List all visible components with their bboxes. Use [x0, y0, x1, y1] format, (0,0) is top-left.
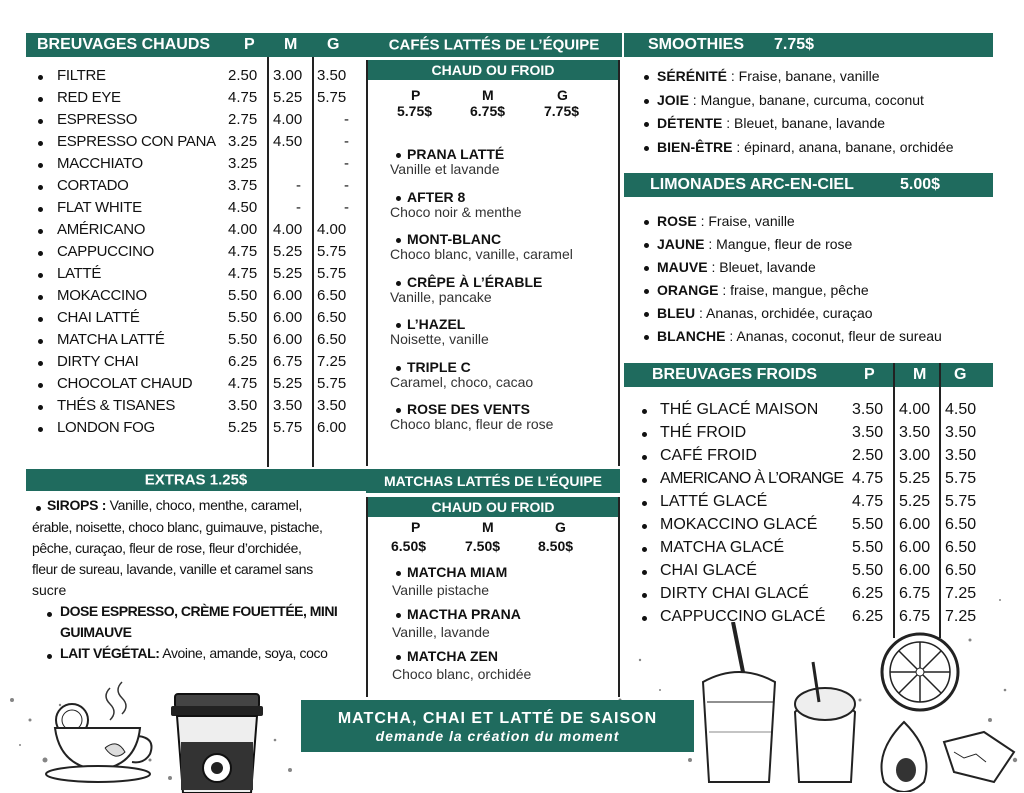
hot-item-price-p: 5.50	[228, 331, 258, 348]
cafes-price-g: 7.75$	[544, 103, 580, 119]
cold-item-price-p: 2.50	[852, 447, 884, 464]
cafes-size-p: P	[411, 87, 421, 103]
hot-item-price-p: 5.50	[228, 309, 258, 326]
cafes-size-m: M	[482, 87, 494, 103]
cold-item-name: THÉ GLACÉ MAISON	[660, 401, 819, 418]
matchas-price-g: 8.50$	[538, 538, 574, 554]
smoothie-item-name: DÉTENTE	[657, 115, 723, 131]
citrus-illustration	[872, 632, 972, 712]
matchas-size-m: M	[482, 519, 494, 535]
hot-item-price-m: 5.25	[273, 265, 303, 282]
teacup-illustration	[40, 678, 160, 788]
hot-drinks-title: BREUVAGES CHAUDS	[37, 36, 211, 53]
cafe-item-name: ROSE DES VENTS	[407, 401, 530, 417]
hot-item-price-g: 6.50	[317, 287, 347, 304]
hot-item-price-g: 5.75	[317, 89, 347, 106]
matchas-title: MATCHAS LATTÉS DE L’ÉQUIPE	[383, 473, 603, 489]
cafe-item-name: PRANA LATTÉ	[407, 146, 505, 162]
smoothie-item-desc: : épinard, anana, banane, orchidée	[732, 138, 954, 155]
matchas-price-p: 6.50$	[391, 538, 427, 554]
cold-item-price-m: 4.00	[899, 401, 931, 418]
hot-item-price-p: 4.75	[228, 375, 258, 392]
hot-item-name: THÉS & TISANES	[57, 397, 176, 414]
hot-item-price-p: 4.75	[228, 265, 258, 282]
hot-item-price-m: 4.00	[273, 221, 303, 238]
coffee-cup-illustration	[167, 688, 267, 793]
hot-item-price-g: -	[344, 177, 349, 194]
smoothies-title: SMOOTHIES	[648, 36, 745, 53]
hot-item-name: CHOCOLAT CHAUD	[57, 375, 193, 392]
hot-item-price-m: 3.50	[273, 397, 303, 414]
hot-item-name: ESPRESSO CON PANA	[57, 133, 216, 150]
cafe-item-desc: Choco noir & menthe	[390, 203, 522, 220]
cold-item-price-p: 3.50	[852, 401, 884, 418]
cold-item-name: MATCHA GLACÉ	[660, 539, 785, 556]
limonades-price: 5.00$	[900, 176, 941, 193]
cold-item-price-m: 6.00	[899, 562, 931, 579]
hot-item-name: CAPPUCCINO	[57, 243, 155, 260]
dose-line-1: DOSE ESPRESSO, CRÈME FOUETTÉE, MINI	[60, 603, 338, 619]
cold-item-price-m: 6.00	[899, 516, 931, 533]
hot-item-price-p: 4.75	[228, 89, 258, 106]
cold-item-price-m: 6.75	[899, 608, 931, 625]
limonade-item-desc: : Mangue, fleur de rose	[704, 236, 853, 252]
cafe-item-desc: Noisette, vanille	[390, 331, 489, 347]
matchas-price-m: 7.50$	[465, 538, 501, 554]
cafe-item-name: AFTER 8	[407, 188, 466, 205]
hot-item-price-m: 5.25	[273, 375, 303, 392]
cold-item-name: THÉ FROID	[660, 424, 747, 441]
cold-item-name: LATTÉ GLACÉ	[660, 493, 768, 510]
matchas-subheader: CHAUD OU FROID	[366, 497, 620, 517]
hot-item-price-g: -	[344, 111, 349, 128]
cold-item-price-m: 6.00	[899, 539, 931, 556]
limonade-item-desc: : Bleuet, lavande	[707, 259, 816, 275]
cold-item-price-p: 6.25	[852, 585, 884, 602]
syrups-line-4: sucre	[32, 582, 67, 598]
cold-item-name: CHAI GLACÉ	[660, 562, 757, 579]
matcha-item-desc: Choco blanc, orchidée	[392, 666, 532, 682]
hot-item-price-m: -	[296, 199, 301, 216]
matchas-size-p: P	[411, 519, 421, 535]
smoothie-item-desc: : Fraise, banane, vanille	[727, 68, 880, 84]
hot-item-price-m: 6.00	[273, 309, 303, 326]
cold-item-price-m: 3.00	[899, 447, 931, 464]
matcha-item-desc: Vanille, lavande	[392, 624, 490, 640]
cold-item-price-g: 3.50	[945, 447, 977, 464]
limonade-item-name: MAUVE	[657, 259, 708, 275]
cold-size-m: M	[913, 366, 927, 383]
cafes-title: CAFÉS LATTÉS DE L’ÉQUIPE	[388, 36, 600, 54]
hot-item-price-g: 6.50	[317, 309, 347, 326]
matcha-item-name: MATCHA ZEN	[407, 648, 498, 664]
cold-item-price-g: 4.50	[945, 401, 977, 418]
hot-item-name: ESPRESSO	[57, 111, 138, 128]
hot-item-name: FILTRE	[57, 67, 106, 84]
hot-item-price-m: 6.75	[273, 353, 303, 370]
hot-item-price-m: 5.25	[273, 243, 303, 260]
cafes-subheader: CHAUD OU FROID	[366, 60, 620, 80]
cold-item-price-m: 3.50	[899, 424, 931, 441]
hot-item-price-g: 4.00	[317, 221, 347, 238]
smoothie-cup-illustration	[695, 622, 875, 792]
syrups-label: SIROPS :	[47, 497, 107, 513]
hot-item-name: LONDON FOG	[57, 419, 155, 436]
syrups-line-3: fleur de sureau, lavande, vanille et caramel sans	[32, 561, 313, 577]
hot-item-price-m: 5.25	[273, 89, 303, 106]
hot-item-name: FLAT WHITE	[57, 199, 142, 216]
limonade-item-name: ORANGE	[657, 282, 719, 298]
hot-item-price-g: 5.75	[317, 243, 347, 260]
hot-item-price-g: -	[344, 199, 349, 216]
hot-size-m: M	[284, 36, 298, 53]
cold-item-price-g: 5.75	[945, 470, 977, 487]
seasonal-banner	[301, 700, 694, 752]
hot-item-price-m: 4.00	[273, 111, 303, 128]
hot-item-name: LATTÉ	[57, 265, 102, 282]
syrups-line-1: érable, noisette, choco blanc, guimauve, pistache,	[32, 519, 323, 535]
smoothies-price: 7.75$	[774, 36, 815, 53]
hot-item-price-p: 2.75	[228, 111, 258, 128]
cold-item-name: MOKACCINO GLACÉ	[660, 516, 818, 533]
hot-item-price-m: 3.00	[273, 67, 303, 84]
cafe-item-name: TRIPLE C	[407, 358, 471, 375]
cafe-item-name: CRÊPE À L’ÉRABLE	[407, 273, 543, 290]
smoothie-item-desc: : Mangue, banane, curcuma, coconut	[688, 91, 924, 108]
limonades-title: LIMONADES ARC-EN-CIEL	[650, 176, 854, 193]
cold-item-name: DIRTY CHAI GLACÉ	[660, 585, 809, 602]
hot-item-price-p: 4.75	[228, 243, 258, 260]
cold-item-price-g: 6.50	[945, 539, 977, 556]
cold-item-price-p: 5.50	[852, 562, 884, 579]
hot-item-name: AMÉRICANO	[57, 221, 146, 238]
hot-item-price-g: 6.50	[317, 331, 347, 348]
cold-item-price-m: 6.75	[899, 585, 931, 602]
lait-text: Avoine, amande, soya, coco	[159, 645, 328, 661]
smoothie-item-name: BIEN-ÊTRE	[657, 138, 733, 155]
extras-title: EXTRAS 1.25$	[144, 471, 248, 489]
limonade-item-name: BLANCHE	[657, 328, 726, 344]
cold-item-price-p: 3.50	[852, 424, 884, 441]
cold-size-p: P	[864, 366, 875, 383]
cold-drinks-title: BREUVAGES FROIDS	[652, 366, 818, 383]
cold-item-price-g: 3.50	[945, 424, 977, 441]
hot-item-name: DIRTY CHAI	[57, 353, 139, 370]
hot-item-name: MACCHIATO	[57, 155, 143, 172]
cold-item-price-p: 4.75	[852, 493, 884, 510]
hot-item-name: CHAI LATTÉ	[57, 309, 140, 326]
hot-item-price-g: 6.00	[317, 419, 347, 436]
cafe-item-name: MONT-BLANC	[407, 231, 502, 247]
hot-item-price-p: 3.25	[228, 155, 258, 172]
hot-item-name: MOKACCINO	[57, 287, 147, 304]
cold-item-price-p: 6.25	[852, 608, 884, 625]
limonade-item-desc: : Fraise, vanille	[696, 213, 795, 229]
avocado-illustration	[874, 712, 1024, 792]
syrups-line-2: pêche, curaçao, fleur de rose, fleur d’orchidée,	[32, 540, 302, 556]
hot-item-price-m: 6.00	[273, 331, 303, 348]
hot-item-price-p: 4.50	[228, 199, 258, 216]
hot-item-price-p: 5.50	[228, 287, 258, 304]
cold-item-price-m: 5.25	[899, 493, 931, 510]
cold-item-name: AMERICANO À L’ORANGE	[660, 470, 844, 487]
cafes-price-p: 5.75$	[397, 103, 433, 119]
hot-item-price-p: 2.50	[228, 67, 258, 84]
hot-item-price-m: 5.75	[273, 419, 303, 436]
limonade-item-desc: : fraise, mangue, pêche	[718, 282, 869, 298]
smoothie-item-name: SÉRÉNITÉ	[657, 68, 728, 84]
dose-line-2: GUIMAUVE	[60, 624, 132, 640]
limonade-item-desc: : Ananas, orchidée, curaçao	[695, 305, 873, 321]
cafe-item-desc: Choco blanc, vanille, caramel	[390, 246, 573, 262]
hot-item-name: RED EYE	[57, 89, 121, 106]
matchas-size-g: G	[555, 519, 566, 535]
cafes-size-g: G	[557, 87, 568, 103]
cold-item-price-g: 6.50	[945, 516, 977, 533]
limonade-item-desc: : Ananas, coconut, fleur de sureau	[725, 328, 942, 344]
cold-size-g: G	[954, 366, 967, 383]
hot-item-price-g: 3.50	[317, 397, 347, 414]
hot-item-price-p: 6.25	[228, 353, 258, 370]
cold-item-name: CAFÉ FROID	[660, 447, 757, 464]
cold-item-price-g: 5.75	[945, 493, 977, 510]
hot-size-g: G	[327, 36, 340, 53]
cafe-item-name: L’HAZEL	[407, 316, 466, 332]
hot-size-p: P	[244, 36, 255, 53]
hot-item-price-g: -	[344, 155, 349, 172]
hot-item-price-p: 3.50	[228, 397, 258, 414]
cafe-item-desc: Vanille, pancake	[390, 288, 492, 305]
matcha-item-name: MACTHA PRANA	[407, 606, 521, 622]
cold-item-name: CAPPUCCINO GLACÉ	[660, 608, 826, 625]
hot-item-price-m: 6.00	[273, 287, 303, 304]
cafes-price-m: 6.75$	[470, 103, 506, 119]
hot-item-price-p: 3.75	[228, 177, 258, 194]
smoothie-item-name: JOIE	[657, 91, 689, 108]
hot-item-price-p: 3.25	[228, 133, 258, 150]
cold-item-price-p: 5.50	[852, 539, 884, 556]
banner-line-1: MATCHA, CHAI ET LATTÉ DE SAISON	[337, 710, 658, 727]
hot-item-price-m: -	[296, 177, 301, 194]
cold-item-price-g: 7.25	[945, 585, 977, 602]
hot-item-price-g: 5.75	[317, 265, 347, 282]
hot-item-price-g: 5.75	[317, 375, 347, 392]
cold-item-price-g: 7.25	[945, 608, 977, 625]
hot-item-price-g: 3.50	[317, 67, 347, 84]
cold-item-price-g: 6.50	[945, 562, 977, 579]
cold-item-price-m: 5.25	[899, 470, 931, 487]
limonade-item-name: JAUNE	[657, 236, 705, 252]
hot-item-price-p: 5.25	[228, 419, 258, 436]
smoothie-item-desc: : Bleuet, banane, lavande	[722, 115, 886, 131]
cold-item-price-p: 5.50	[852, 516, 884, 533]
matcha-item-desc: Vanille pistache	[392, 582, 490, 598]
limonade-item-name: ROSE	[657, 213, 697, 229]
matcha-item-name: MATCHA MIAM	[407, 564, 508, 580]
cafe-item-desc: Choco blanc, fleur de rose	[390, 416, 554, 432]
hot-item-price-g: -	[344, 133, 349, 150]
hot-item-price-m: 4.50	[273, 133, 303, 150]
hot-item-price-p: 4.00	[228, 221, 258, 238]
cafe-item-desc: Caramel, choco, cacao	[390, 373, 534, 390]
lait-label: LAIT VÉGÉTAL:	[60, 645, 160, 661]
hot-item-price-g: 7.25	[317, 353, 347, 370]
cold-item-price-p: 4.75	[852, 470, 884, 487]
hot-item-name: MATCHA LATTÉ	[57, 331, 165, 348]
cafe-item-desc: Vanille et lavande	[390, 161, 500, 177]
limonade-item-name: BLEU	[657, 305, 696, 321]
banner-line-2: demande la création du moment	[375, 728, 620, 744]
hot-item-name: CORTADO	[57, 177, 129, 194]
syrups-line-0: Vanille, choco, menthe, caramel,	[106, 497, 303, 513]
